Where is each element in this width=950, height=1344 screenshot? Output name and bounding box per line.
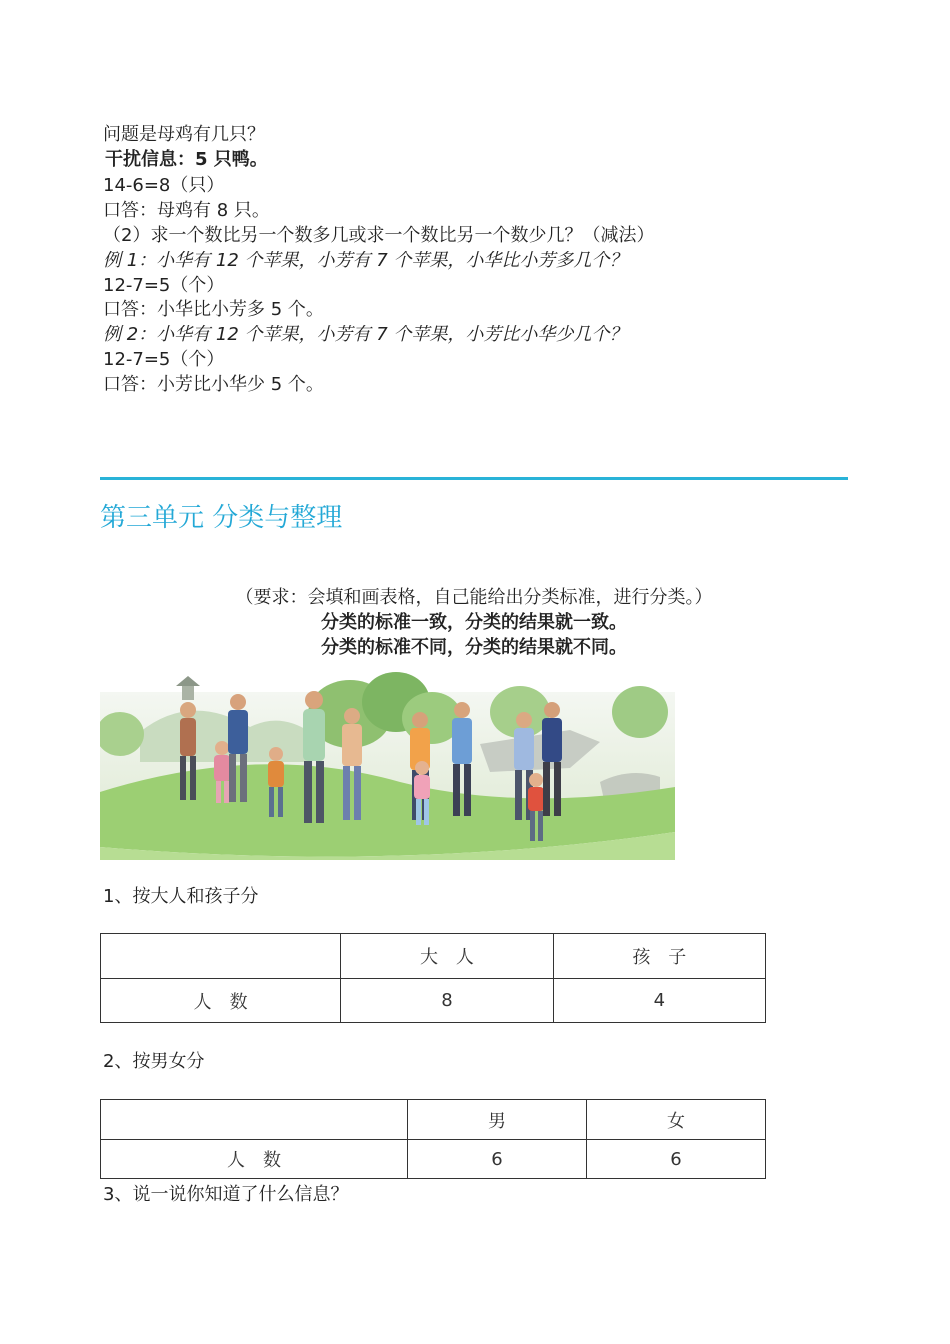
section-heading: 2、按男女分 xyxy=(103,1051,205,1072)
family-walk-illustration xyxy=(100,672,675,860)
count-cell: 6 xyxy=(587,1140,766,1179)
count-cell: 4 xyxy=(553,979,765,1023)
section-heading: 3、说一说你知道了什么信息？ xyxy=(103,1184,349,1205)
part2-line: （2）求一个数比另一个数多几或求一个数比另一个数少几？（减法） xyxy=(103,225,655,246)
section-divider xyxy=(100,477,848,480)
row-label: 人 数 xyxy=(101,979,341,1023)
requirement-text: （要求：会填和画表格，自己能给出分类标准，进行分类。） xyxy=(235,587,713,608)
row-label: 人 数 xyxy=(101,1140,408,1179)
count-cell: 8 xyxy=(341,979,553,1023)
unit-title: 第三单元 分类与整理 xyxy=(100,503,343,533)
rule-text: 分类的标准不同，分类的结果就不同。 xyxy=(321,637,627,658)
count-cell: 6 xyxy=(408,1140,587,1179)
equation-line: 12-7=5（个） xyxy=(103,275,225,296)
distractor-line: 干扰信息：5 只鸭。 xyxy=(105,149,268,170)
empty-header-cell xyxy=(101,934,341,979)
adult-child-table xyxy=(100,933,766,1023)
example2-line: 例 2：小华有 12 个苹果，小芳有 7 个苹果，小芳比小华少几个？ xyxy=(103,324,628,345)
column-header: 女 xyxy=(587,1100,766,1140)
answer-line: 口答：母鸡有 8 只。 xyxy=(103,200,270,221)
question-line: 问题是母鸡有几只？ xyxy=(103,124,265,145)
rule-text: 分类的标准一致，分类的结果就一致。 xyxy=(321,612,627,633)
answer-line: 口答：小芳比小华少 5 个。 xyxy=(103,374,324,395)
column-header: 孩 子 xyxy=(553,934,765,979)
example1-line: 例 1：小华有 12 个苹果，小芳有 7 个苹果，小华比小芳多几个？ xyxy=(103,250,628,271)
column-header: 男 xyxy=(408,1100,587,1140)
empty-header-cell xyxy=(101,1100,408,1140)
equation-line: 12-7=5（个） xyxy=(103,349,225,370)
column-header: 大 人 xyxy=(341,934,553,979)
equation-line: 14-6=8（只） xyxy=(103,175,225,196)
answer-line: 口答：小华比小芳多 5 个。 xyxy=(103,299,324,320)
section-heading: 1、按大人和孩子分 xyxy=(103,886,259,907)
gender-table xyxy=(100,1099,766,1179)
